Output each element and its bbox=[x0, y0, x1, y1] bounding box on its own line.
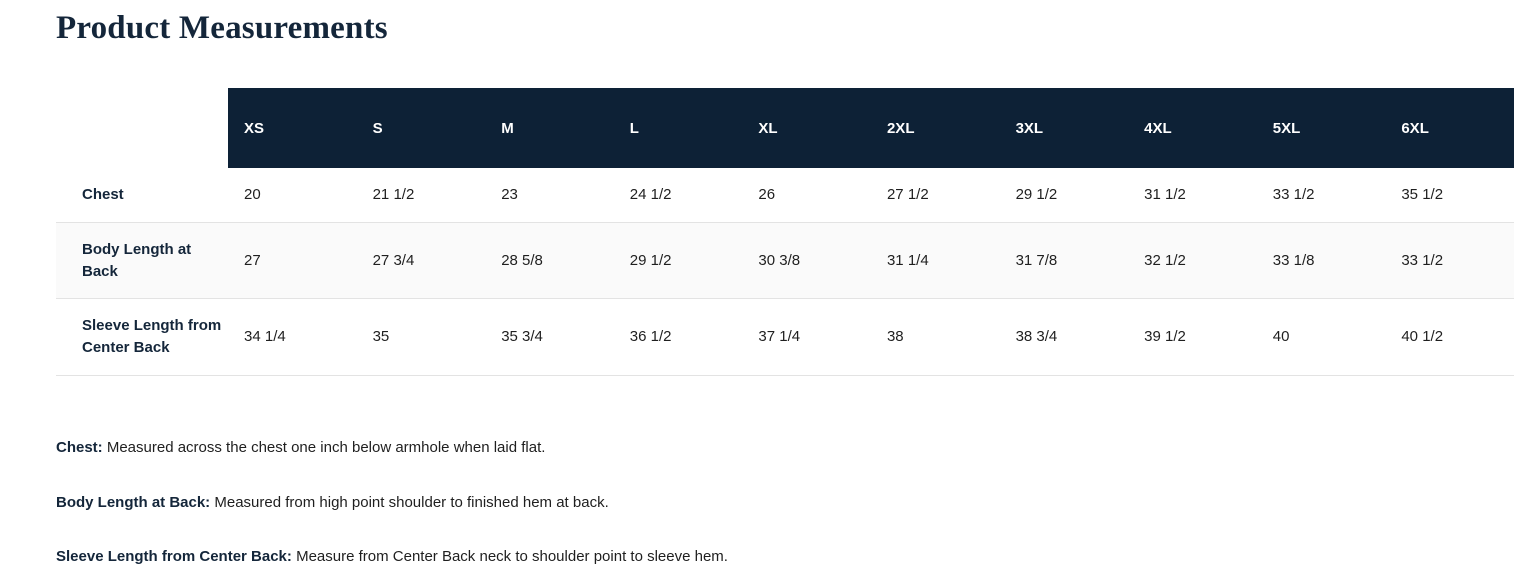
cell-body-length-3xl: 31 7/8 bbox=[1000, 222, 1129, 299]
table-body bbox=[56, 168, 1514, 375]
column-header-3xl: 3XL bbox=[1000, 88, 1129, 168]
cell-body-length-s: 27 3/4 bbox=[357, 222, 486, 299]
column-header-l: L bbox=[614, 88, 743, 168]
note-term-body-length: Body Length at Back: bbox=[56, 493, 211, 511]
cell-body-length-4xl: 32 1/2 bbox=[1128, 222, 1257, 299]
table-row bbox=[56, 222, 1514, 299]
cell-chest-xl: 26 bbox=[742, 168, 871, 222]
note-chest bbox=[56, 438, 1496, 458]
cell-body-length-xl: 30 3/8 bbox=[742, 222, 871, 299]
table-header bbox=[56, 88, 1514, 168]
cell-sleeve-length-xs: 34 1/4 bbox=[228, 299, 357, 376]
column-header-s: S bbox=[357, 88, 486, 168]
table-row bbox=[56, 168, 1514, 222]
cell-body-length-xs: 27 bbox=[228, 222, 357, 299]
page-title: Product Measurements bbox=[56, 10, 388, 46]
note-sleeve-length bbox=[56, 547, 1496, 567]
cell-chest-3xl: 29 1/2 bbox=[1000, 168, 1129, 222]
cell-chest-2xl: 27 1/2 bbox=[871, 168, 1000, 222]
column-header-4xl: 4XL bbox=[1128, 88, 1257, 168]
note-text-body-length: Measured from high point shoulder to finished hem at back. bbox=[210, 493, 609, 511]
cell-body-length-5xl: 33 1/8 bbox=[1257, 222, 1386, 299]
cell-sleeve-length-6xl: 40 1/2 bbox=[1385, 299, 1514, 376]
row-label-body-length-at-back: Body Length at Back bbox=[56, 222, 228, 299]
cell-body-length-2xl: 31 1/4 bbox=[871, 222, 1000, 299]
cell-sleeve-length-5xl: 40 bbox=[1257, 299, 1386, 376]
cell-sleeve-length-l: 36 1/2 bbox=[614, 299, 743, 376]
note-term-sleeve-length: Sleeve Length from Center Back: bbox=[56, 548, 292, 565]
row-label-chest: Chest bbox=[56, 168, 228, 222]
measurements-table bbox=[56, 88, 1514, 376]
row-label-sleeve-length-from-center-back: Sleeve Length from Center Back bbox=[56, 299, 228, 376]
cell-chest-5xl: 33 1/2 bbox=[1257, 168, 1386, 222]
cell-sleeve-length-xl: 37 1/4 bbox=[742, 299, 871, 376]
column-header-5xl: 5XL bbox=[1257, 88, 1386, 168]
cell-sleeve-length-s: 35 bbox=[357, 299, 486, 376]
column-header-6xl: 6XL bbox=[1385, 88, 1514, 168]
column-header-2xl: 2XL bbox=[871, 88, 1000, 168]
cell-body-length-l: 29 1/2 bbox=[614, 222, 743, 299]
cell-body-length-m: 28 5/8 bbox=[485, 222, 614, 299]
note-body-length bbox=[56, 493, 1496, 513]
note-term-chest: Chest: bbox=[56, 439, 103, 456]
table-corner-cell bbox=[56, 88, 228, 168]
cell-chest-m: 23 bbox=[485, 168, 614, 222]
cell-sleeve-length-4xl: 39 1/2 bbox=[1128, 299, 1257, 376]
cell-chest-s: 21 1/2 bbox=[357, 168, 486, 222]
cell-chest-l: 24 1/2 bbox=[614, 168, 743, 222]
measurement-notes bbox=[56, 438, 1496, 580]
cell-sleeve-length-3xl: 38 3/4 bbox=[1000, 299, 1129, 376]
column-header-m: M bbox=[485, 88, 614, 168]
column-header-xs: XS bbox=[228, 88, 357, 168]
table-header-row bbox=[56, 88, 1514, 168]
cell-chest-4xl: 31 1/2 bbox=[1128, 168, 1257, 222]
column-header-xl: XL bbox=[742, 88, 871, 168]
cell-sleeve-length-m: 35 3/4 bbox=[485, 299, 614, 376]
note-text-chest: Measured across the chest one inch below armhole when laid flat. bbox=[102, 439, 546, 456]
table-row bbox=[56, 299, 1514, 376]
cell-body-length-6xl: 33 1/2 bbox=[1385, 222, 1514, 299]
cell-chest-xs: 20 bbox=[228, 168, 357, 222]
cell-sleeve-length-2xl: 38 bbox=[871, 299, 1000, 376]
note-text-sleeve-length: Measure from Center Back neck to shoulder point to sleeve hem. bbox=[291, 548, 728, 565]
cell-chest-6xl: 35 1/2 bbox=[1385, 168, 1514, 222]
